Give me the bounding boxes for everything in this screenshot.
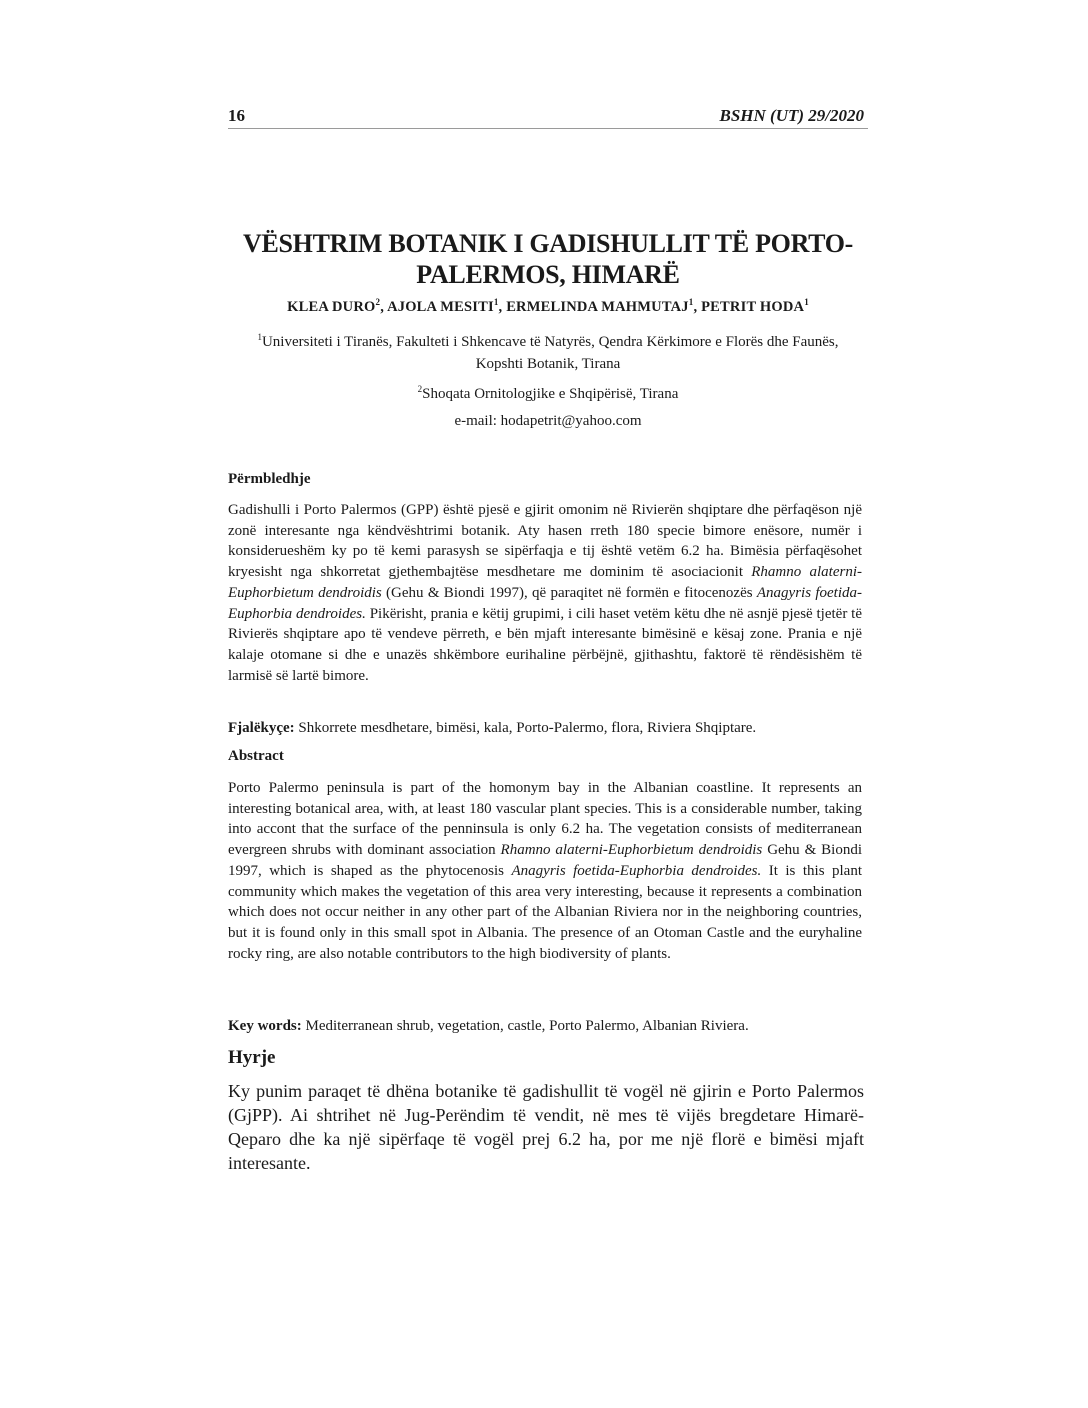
author: PETRIT HODA$^1$ bbox=[701, 297, 809, 315]
page-number: 16 bbox=[228, 106, 245, 125]
running-header bbox=[228, 106, 868, 129]
heading-permbledhje: Përmbledhje bbox=[228, 471, 311, 487]
affiliation-2: $^2$Shoqata Ornitologjike e Shqipërisë, Tirana bbox=[417, 384, 679, 402]
keywords-english: Key words: Mediterranean shrub, vegetation, castle, Porto Palermo, Albanian Riviera. bbox=[228, 1018, 749, 1034]
abstract-text: Porto Palermo peninsula is part of the homonym bay in the Albanian coastline. It represents an interesting botanical area, with, at least 180 vascular plant species. This is a considerable number, taking into accont that the surface of the penninsula is only 6.2 ha. The vegetation consists of mediterranean evergreen shrubs with dominant association Rhamno alaterni-Euphorbietum dendroidis Gehu & Biondi 1997, which is shaped as the phytocenosis Anagyris foetida-Euphorbia dendroides. It is this plant community which makes the vegetation of this area very interesting, because it represents a combination which does not occur neither in any other part of the Albanian Riviera nor in the neighboring countries, but it is found only in this small spot in Albania. The presence of an Otoman Castle and the euryhaline rocky ring, are also notable contributors to the high biodiversity of plants. bbox=[228, 780, 862, 962]
hyrje-text: Ky punim paraqet të dhëna botanike të gadishullit të vogël në gjirin e Porto Palermos (GjPP). Ai shtrihet në Jug-Perëndim të vendit, në mes të vijës bregdetare Himarë-Qeparo dhe ka një sipërfaqe të vogël prej 6.2 ha, por me një florë e bimësi mjaft interesante. bbox=[228, 1081, 864, 1173]
author: KLEA DURO$^2$, bbox=[287, 297, 388, 315]
permbledhje-text: Gadishulli i Porto Palermos (GPP) është pjesë e gjirit omonim në Rivierën shqiptare dhe përfaqëson një zonë interesante nga këndvështrimi botanik. Aty hasen rreth 180 specie bimore enësore, numër i konsiderueshëm ky po të kemi parasysh se sipërfaqja e tij është vetëm 6.2 ha. Bimësia përfaqësohet kryesisht nga shkorretat gjethembajtëse mesdhetare me dominim të asociacionit Rhamno alaterni-Euphorbietum dendroidis (Gehu & Biondi 1997), që paraqitet në formën e fitocenozës Anagyris foetida-Euphorbia dendroides. Pikërisht, prania e këtij grupimi, i cili haset vetëm këtu dhe në asnjë pjesë tjetër të Rivierës shqiptare apo të vendeve përreth, e bën mjaft interesante bimësinë e kësaj zone. Prania e një kalaje otomane si dhe e unazës shkëmbore eurihaline përbëjnë, gjithashtu, faktorë të rëndësishëm të larmisë së lartë bimore. bbox=[228, 502, 863, 684]
affiliation-1: $^1$Universiteti i Tiranës, Fakulteti i Shkencave të Natyrës, Qendra Kërkimore e Florës dhe Faunës, Kopshti Botanik, Tirana bbox=[257, 332, 839, 372]
journal-reference: BSHN (UT) 29/2020 bbox=[719, 106, 864, 125]
heading-abstract: Abstract bbox=[228, 748, 284, 764]
author-list bbox=[228, 297, 868, 316]
keywords-albanian: Fjalëkyçe: Shkorrete mesdhetare, bimësi, kala, Porto-Palermo, flora, Riviera Shqiptare. bbox=[228, 720, 757, 736]
heading-hyrje: Hyrje bbox=[228, 1047, 276, 1068]
email-address: e-mail: hodapetrit@yahoo.com bbox=[454, 413, 642, 429]
paper-title: VËSHTRIM BOTANIK I GADISHULLIT TË PORTO-PALERMOS, HIMARË bbox=[242, 229, 854, 289]
author: ERMELINDA MAHMUTAJ$^1$, bbox=[506, 297, 702, 315]
author: AJOLA MESITI$^1$, bbox=[387, 297, 507, 315]
